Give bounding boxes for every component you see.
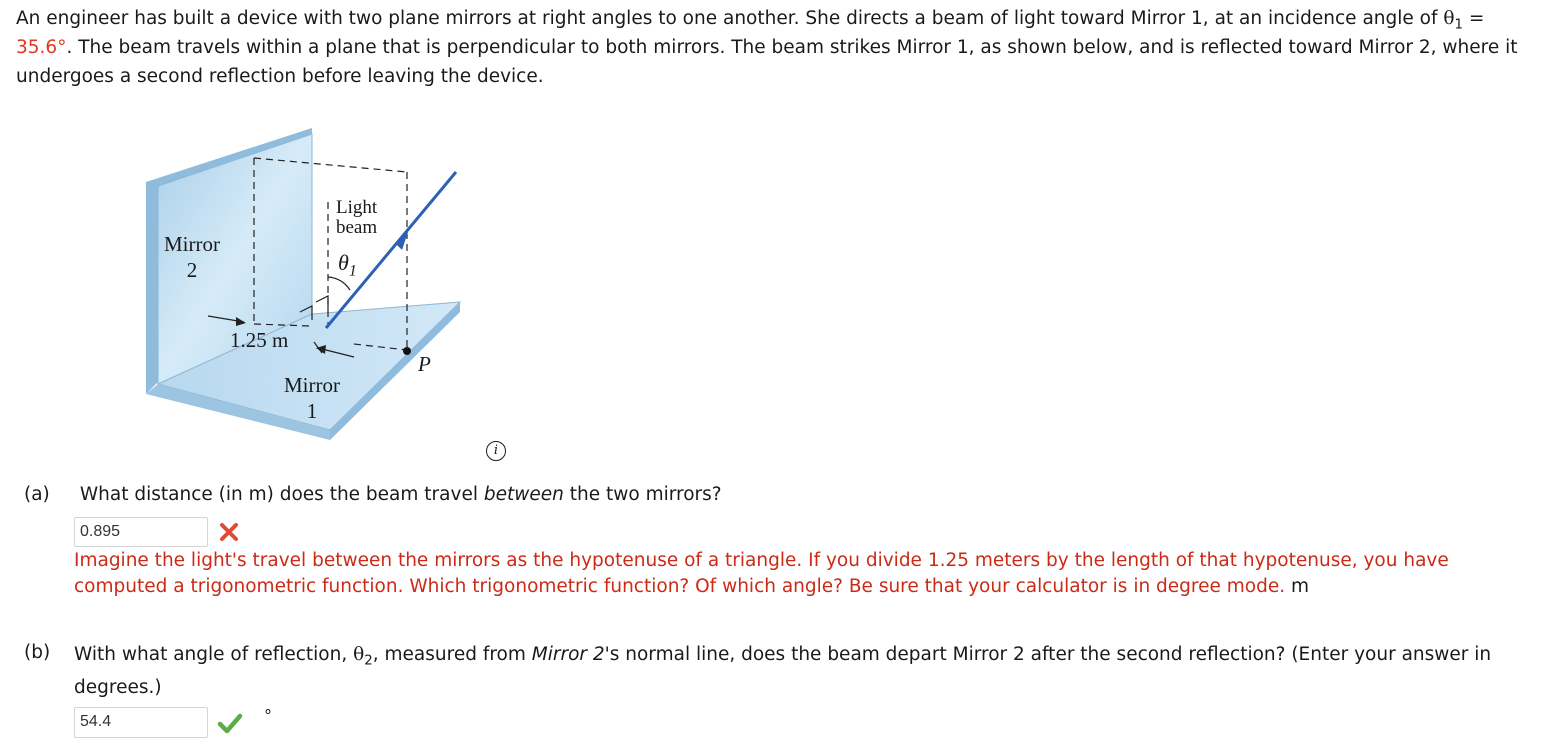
mirror1-label-line2: 1 <box>306 399 318 423</box>
distance-label: 1.25 m <box>230 328 289 352</box>
equals-sign: = <box>1463 8 1485 29</box>
hint-feedback <box>74 548 1544 600</box>
theta1-figure-label <box>338 250 357 280</box>
question-b-part-label: (b) <box>24 642 51 663</box>
theta1-figure-subscript: 1 <box>348 262 357 280</box>
point-p-dot <box>403 347 411 355</box>
answer-a-input[interactable]: 0.895 <box>74 517 208 547</box>
answer-a-unit: m <box>1291 576 1310 597</box>
mirror2-label-line1: Mirror <box>164 232 220 256</box>
mirror2-label-line2: 2 <box>186 258 198 282</box>
answer-b-input[interactable]: 54.4 <box>74 707 208 738</box>
right-angle-mark-2 <box>316 296 328 310</box>
question-b <box>24 638 1504 704</box>
mirror1-label <box>284 372 340 424</box>
theta2-subscript: 2 <box>364 653 373 669</box>
intro-text-2: . The beam travels within a plane that is perpendicular to both mirrors. The beam strikes Mirror 1, as shown below, and is reflected toward Mirror 2, where it undergoes a second reflection before leaving the device. <box>16 37 1518 87</box>
point-p-label: P <box>418 352 431 376</box>
answer-b-unit: ° <box>264 706 272 725</box>
theta2-symbol: θ <box>353 644 365 665</box>
light-beam-label <box>336 198 377 238</box>
question-b-text-3: 's normal line, does the beam depart Mirror 2 after the second reflection? (Enter your answer in degrees.) <box>74 644 1492 698</box>
question-a-text-after: the two mirrors? <box>563 484 722 505</box>
theta1-subscript: 1 <box>1454 17 1463 33</box>
question-a-text <box>80 484 722 505</box>
incidence-angle-value: 35.6° <box>16 37 67 58</box>
light-beam-label-line2: beam <box>336 217 378 238</box>
info-icon[interactable]: i <box>486 441 506 461</box>
hint-text: Imagine the light's travel between the mirrors as the hypotenuse of a triangle. If you divide 1.25 meters by the length of that hypotenuse, you have computed a trigonometric function. Which trigonometric function? Of which angle? Be sure that your calculator is in degree mode. <box>74 550 1449 597</box>
incorrect-x-icon <box>219 522 239 546</box>
question-a-text-italic: between <box>483 484 564 505</box>
mirror-diagram <box>140 122 470 442</box>
theta1-arc <box>328 277 350 290</box>
theta1-symbol: θ <box>1443 8 1455 29</box>
intro-text-1: An engineer has built a device with two plane mirrors at right angles to one another. She directs a beam of light toward Mirror 1, at an incidence angle of <box>16 8 1438 29</box>
question-b-text-1: With what angle of reflection, <box>74 644 354 665</box>
question-b-text-2: , measured from <box>372 644 532 665</box>
mirror1-label-line1: Mirror <box>284 373 340 397</box>
mirror2-label <box>164 231 220 283</box>
question-a-part-label: (a) <box>24 484 50 505</box>
problem-statement <box>16 4 1541 91</box>
theta1-figure-symbol: θ <box>338 250 349 275</box>
question-b-text <box>74 638 1494 704</box>
correct-check-icon <box>217 712 243 738</box>
question-b-text-italic: Mirror 2 <box>531 644 605 665</box>
light-beam-label-line1: Light <box>336 197 378 218</box>
question-a-text-before: What distance (in m) does the beam travel <box>79 484 484 505</box>
question-a <box>24 480 722 509</box>
